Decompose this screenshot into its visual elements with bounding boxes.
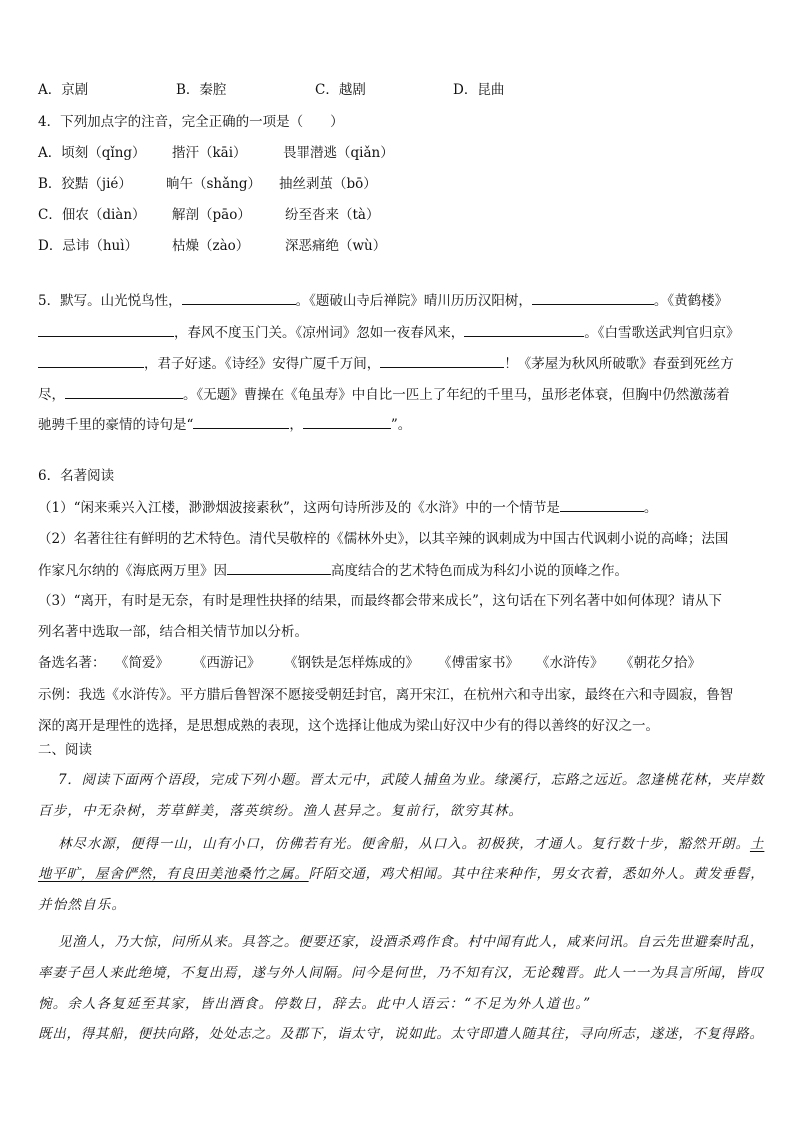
q7-line-8: 惋。余人各复延至其家，皆出酒食。停数日，辞去。此中人语云：“不足为外人道也。” <box>38 996 592 1012</box>
q4-stem: 4．下列加点字的注音，完全正确的一项是（ ） <box>38 114 344 130</box>
q6-part-2-line-2 <box>38 560 628 581</box>
q3-option-b: B．秦腔 <box>176 82 227 98</box>
q4-option-a <box>38 143 394 163</box>
q5-text: 。《黄鹤楼》 <box>653 293 729 309</box>
q4-b-item-3: 抽丝剥茧（bō） <box>279 176 377 192</box>
q4-c-item-2: 解剖（pāo） <box>172 207 251 223</box>
q5-line-4 <box>38 384 730 405</box>
book-item: 《水浒传》 <box>536 655 604 671</box>
q4-c-item-3: 纷至沓来（tà） <box>285 207 380 223</box>
answer-blank[interactable] <box>532 290 654 305</box>
q7-line-2: 百步，中无杂树，芳草鲜美，落英缤纷。渔人甚异之。复前行，欲穷其林。 <box>38 803 524 819</box>
q6-text: 。 <box>643 500 658 516</box>
q4-option-d <box>38 236 386 256</box>
answer-blank[interactable] <box>380 353 504 368</box>
q5-text: ，君子好逑。《诗经》安得广厦千万间， <box>144 356 381 372</box>
q6-example-line-1: 示例：我选《水浒传》。平方腊后鲁智深不愿接受朝廷封官，离开宋江，在杭州六和寺出家，最终在六和寺圆寂，鲁智 <box>38 687 734 703</box>
answer-blank[interactable] <box>193 414 289 429</box>
q5-line-5 <box>38 414 411 435</box>
q5-text: 驰骋千里的豪情的诗句是“ <box>38 417 194 433</box>
q6-part-3-line-2: 列名著中选取一部，结合相关情节加以分析。 <box>38 624 308 640</box>
q4-b-item-1: B．狡黠（jié） <box>38 176 132 192</box>
answer-blank[interactable] <box>65 384 183 399</box>
section-heading: 二、阅读 <box>38 742 92 758</box>
q5-line-1 <box>38 290 728 311</box>
answer-blank[interactable] <box>182 290 296 305</box>
q4-d-item-1: D．忌讳（huì） <box>38 238 139 254</box>
q6-text: 作家凡尔纳的《海底两万里》因 <box>38 563 227 579</box>
q6-title: 6．名著阅读 <box>38 468 115 484</box>
q5-line-2 <box>38 322 740 343</box>
q5-text: ！《茅屋为秋风所破歌》春蚕到死丝方 <box>504 356 734 372</box>
q4-d-item-3: 深恶痛绝（wù） <box>285 238 387 254</box>
book-item: 《西游记》 <box>193 655 261 671</box>
book-item: 《朝花夕拾》 <box>620 655 701 671</box>
q3-option-d: D．昆曲 <box>453 82 505 98</box>
q5-text: ， <box>289 417 303 433</box>
q4-option-b <box>38 174 377 194</box>
q5-line-3 <box>38 353 734 374</box>
q4-option-c <box>38 205 379 225</box>
q5-text: 。《题破山寺后禅院》晴川历历汉阳树， <box>295 293 532 309</box>
q7-line-5: 并怡然自乐。 <box>38 897 127 913</box>
answer-blank[interactable] <box>38 353 144 368</box>
q7-line-1: 7．阅读下面两个语段，完成下列小题。晋太元中，武陵人捕鱼为业。缘溪行，忘路之远近。忽逢桃花林，夹岸数 <box>58 772 765 788</box>
books-label: 备选名著： <box>38 655 106 671</box>
q7-text: 阡陌交通，鸡犬相闻。其中往来种作，男女衣着，悉如外人。黄发垂髫， <box>308 866 765 882</box>
q7-line-7: 率妻子邑人来此绝境，不复出焉，遂与外人间隔。问今是何世，乃不知有汉，无论魏晋。此人一一为具言所闻，皆叹 <box>38 965 764 981</box>
q5-text: 尽， <box>38 387 65 403</box>
q3-option-c: C．越剧 <box>315 82 366 98</box>
q5-text: ”。 <box>390 417 412 433</box>
book-item: 《钢铁是怎样炼成的》 <box>284 655 419 671</box>
q7-text: 林尽水源，便得一山，山有小口，仿佛若有光。便舍船，从口入。初极狭，才通人。复行数十步，豁然开朗。 <box>58 836 750 852</box>
q6-part-2-line-1: （2）名著往往有鲜明的艺术特色。清代吴敬梓的《儒林外史》，以其辛辣的讽刺成为中国古代讽刺小说的高峰；法国 <box>38 531 729 547</box>
book-item: 《傅雷家书》 <box>438 655 519 671</box>
q5-text: 。《白雪歌送武判官归京》 <box>584 325 740 341</box>
q4-b-item-2: 晌午（shǎng） <box>166 176 262 192</box>
q6-example-line-2: 深的离开是理性的选择，是思想成熟的表现，这个选择让他成为梁山好汉中少有的得以善终的好汉之一。 <box>38 718 659 734</box>
q6-part-1 <box>38 497 657 518</box>
answer-blank[interactable] <box>560 497 644 512</box>
answer-blank[interactable] <box>227 560 331 575</box>
answer-blank[interactable] <box>38 322 174 337</box>
book-item: 《简爱》 <box>115 655 169 671</box>
q6-books <box>38 653 701 673</box>
q5-text: ，春风不度玉门关。《凉州词》忽如一夜春风来， <box>174 325 465 341</box>
answer-blank[interactable] <box>464 322 584 337</box>
answer-blank[interactable] <box>303 414 391 429</box>
underlined-sentence: 土 <box>749 836 765 852</box>
q7-line-9: 既出，得其船，便扶向路，处处志之。及郡下，诣太守，说如此。太守即遣人随其往，寻向所志，遂迷，不复得路。 <box>38 1026 764 1042</box>
q5-text: 5．默写。山光悦鸟性， <box>38 293 182 309</box>
q7-line-3 <box>58 834 764 854</box>
q5-text: 。《无题》曹操在《龟虽寿》中自比一匹上了年纪的千里马，虽形老体衰，但胸中仍然激荡着 <box>183 387 730 403</box>
q3-options <box>38 80 504 100</box>
q6-part-3-line-1: （3）“离开，有时是无奈，有时是理性抉择的结果，而最终都会带来成长”，这句话在下列名著中如何体现？请从下 <box>38 593 722 609</box>
q3-option-a: A．京剧 <box>38 82 89 98</box>
underlined-sentence: 地平旷，屋舍俨然，有良田美池桑竹之属。 <box>38 866 309 882</box>
q4-c-item-1: C．佃农（diàn） <box>38 207 146 223</box>
q6-text: （1）“闲来乘兴入江楼，渺渺烟波接素秋”，这两句诗所涉及的《水浒》中的一个情节是 <box>38 500 560 516</box>
q6-text: 高度结合的艺术特色而成为科幻小说的顶峰之作。 <box>331 563 628 579</box>
q7-line-6: 见渔人，乃大惊，问所从来。具答之。便要还家，设酒杀鸡作食。村中闻有此人，咸来问讯。自云先世避秦时乱， <box>58 934 764 950</box>
q7-line-4 <box>38 864 764 884</box>
q4-a-item-2: 揩汗（kāi） <box>172 145 247 161</box>
q4-d-item-2: 枯燥（zào） <box>172 238 250 254</box>
q4-a-item-3: 畏罪潜逃（qiǎn） <box>283 145 394 161</box>
q4-a-item-1: A．顷刻（qǐng） <box>38 145 146 161</box>
